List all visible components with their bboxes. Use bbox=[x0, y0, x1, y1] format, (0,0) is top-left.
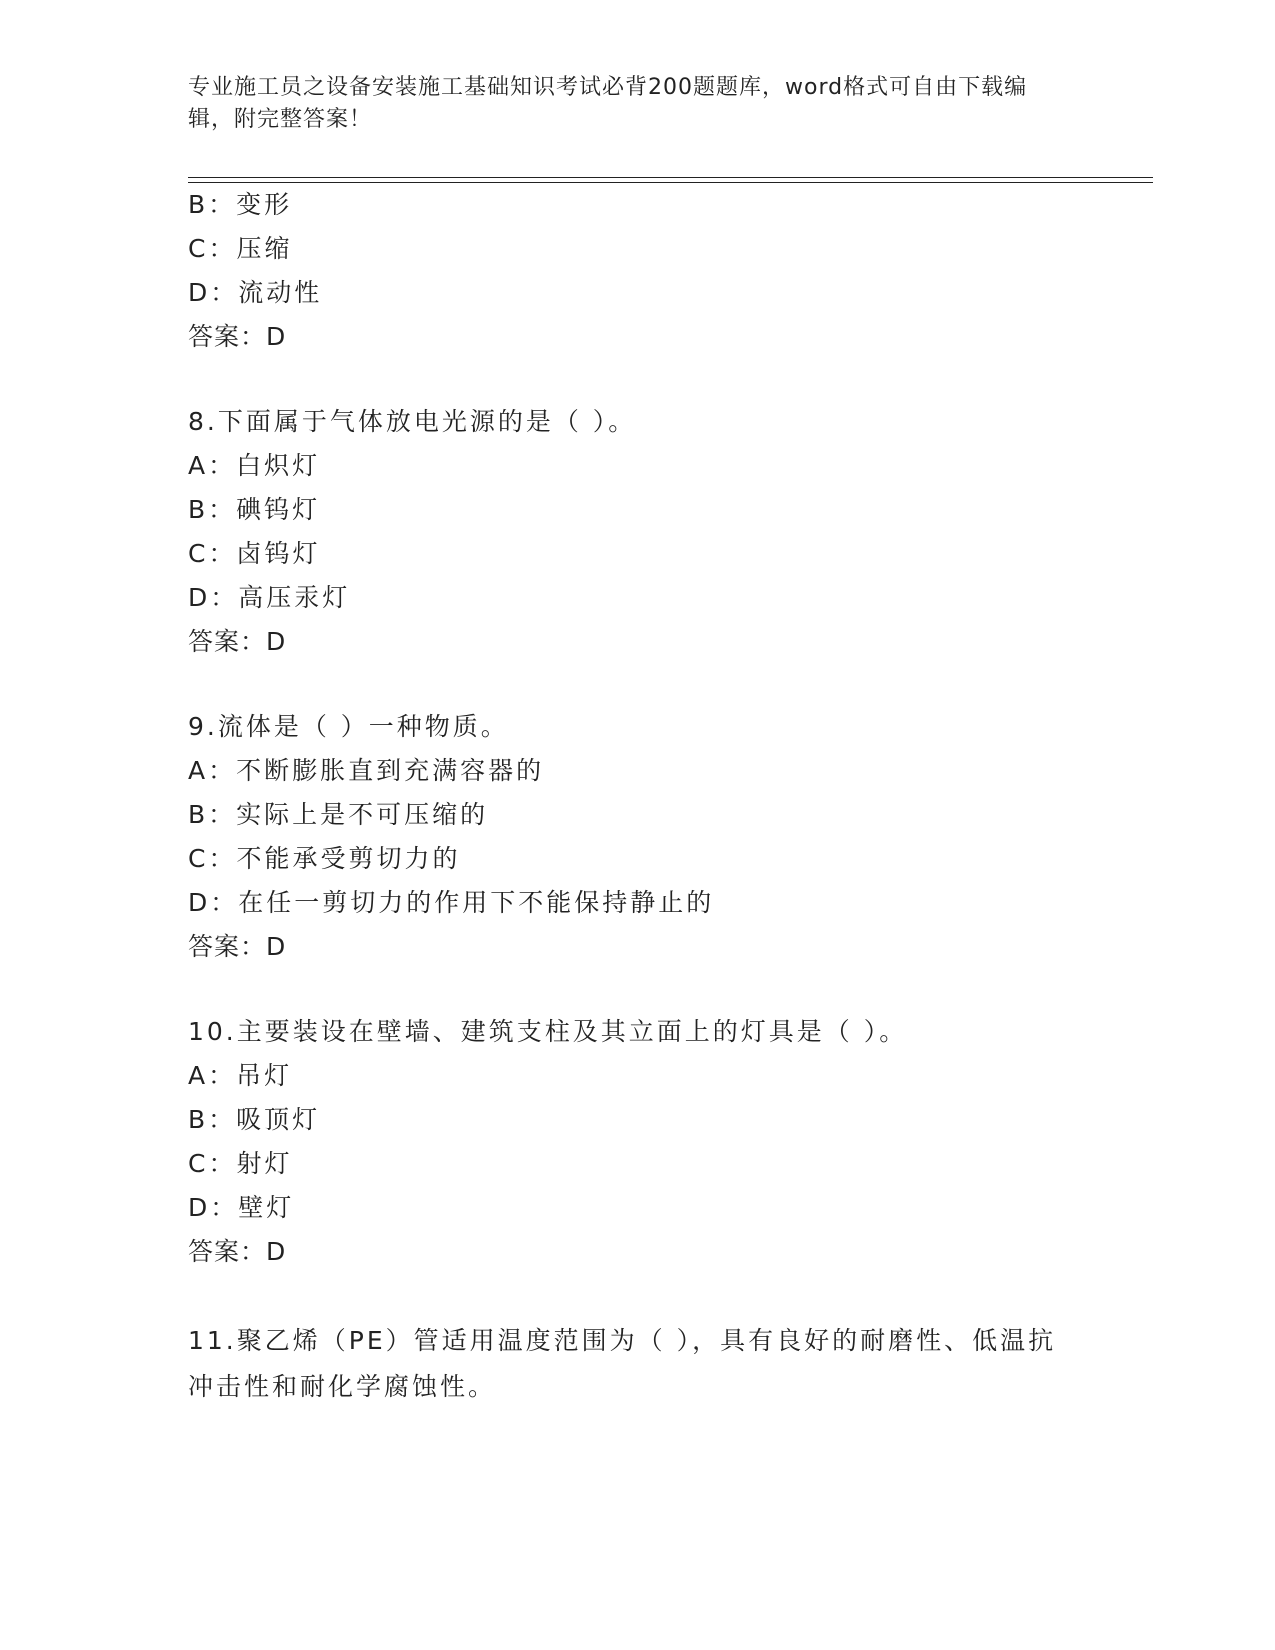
question-8-stem: 8.下面属于气体放电光源的是（ ）。 bbox=[188, 407, 637, 436]
option-c: C：射灯 bbox=[188, 1149, 293, 1178]
question-9-stem: 9.流体是（ ）一种物质。 bbox=[188, 712, 509, 741]
answer: 答案：D bbox=[188, 627, 287, 656]
option-a: A：白炽灯 bbox=[188, 451, 321, 480]
option-a: A：不断膨胀直到充满容器的 bbox=[188, 756, 545, 785]
header-divider-bottom bbox=[188, 182, 1153, 183]
answer: 答案：D bbox=[188, 932, 287, 961]
option-b: B：变形 bbox=[188, 190, 293, 219]
option-c: C：压缩 bbox=[188, 234, 293, 263]
option-b: B：吸顶灯 bbox=[188, 1105, 321, 1134]
option-d: D：流动性 bbox=[188, 278, 323, 307]
option-a: A：吊灯 bbox=[188, 1061, 293, 1090]
option-d: D：壁灯 bbox=[188, 1193, 295, 1222]
answer: 答案：D bbox=[188, 322, 287, 351]
option-c: C：卤钨灯 bbox=[188, 539, 321, 568]
option-b: B：实际上是不可压缩的 bbox=[188, 800, 489, 829]
question-11-stem: 11.聚乙烯（PE）管适用温度范围为（ ），具有良好的耐磨性、低温抗冲击性和耐化学腐蚀性。 bbox=[188, 1326, 1057, 1401]
option-c: C：不能承受剪切力的 bbox=[188, 844, 461, 873]
option-d: D：在任一剪切力的作用下不能保持静止的 bbox=[188, 888, 715, 917]
option-d: D：高压汞灯 bbox=[188, 583, 351, 612]
header-divider-top bbox=[188, 177, 1153, 178]
question-10-stem: 10.主要装设在壁墙、建筑支柱及其立面上的灯具是（ ）。 bbox=[188, 1017, 908, 1046]
option-b: B：碘钨灯 bbox=[188, 495, 321, 524]
answer: 答案：D bbox=[188, 1237, 287, 1266]
document-header: 专业施工员之设备安装施工基础知识考试必背200题题库，word格式可自由下载编辑，附完整答案！ bbox=[188, 75, 1028, 132]
